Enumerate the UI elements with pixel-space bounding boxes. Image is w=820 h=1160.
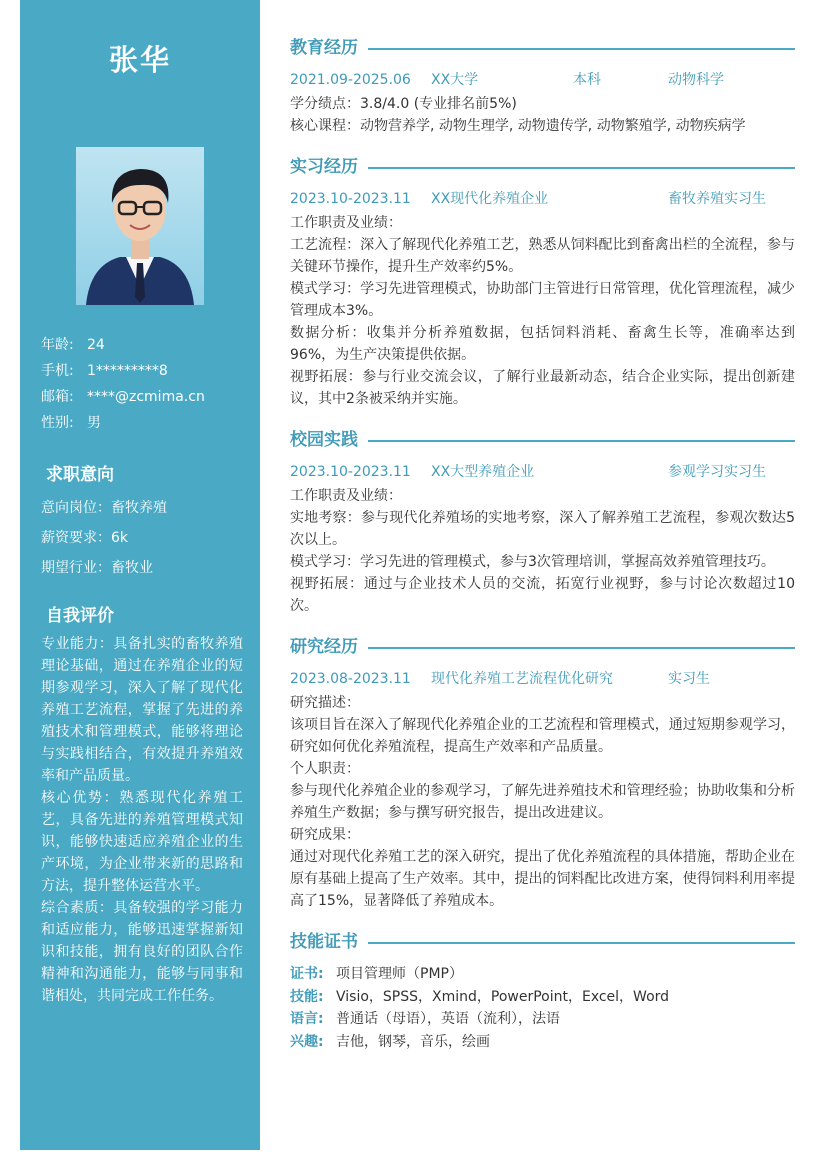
research-line: 个人职责： [290, 761, 360, 777]
skill-row-language: 语言: 普通话（母语），英语（流利），法语 [290, 1011, 560, 1027]
intent-list [41, 497, 167, 587]
research-line: 参与现代化养殖企业的参观学习，了解先进养殖技术和管理经验；协助收集和分析养殖生产数据；参与撰写研究报告，提出改进建议。 [290, 783, 795, 821]
education-body [290, 93, 795, 137]
internship-date: 2023.10-2023.11 [290, 191, 411, 207]
education-school: XX大学 [431, 72, 479, 88]
campus-line: 实地考察：参与现代化养殖场的实地考察，深入了解养殖工艺流程，参观次数达5次以上。 [290, 510, 795, 548]
internship-body [290, 212, 795, 410]
section-title: 教育经历 [290, 35, 368, 61]
campus-line: 视野拓展：通过与企业技术人员的交流，拓宽行业视野，参与讨论次数超过10次。 [290, 576, 795, 614]
self-eval-title: 自我评价 [46, 606, 114, 626]
internship-line: 模式学习：学习先进管理模式，协助部门主管进行日常管理，优化管理流程，减少管理成本3%。 [290, 281, 795, 319]
internship-line: 数据分析：收集并分析养殖数据，包括饲料消耗、畜禽生长等，准确率达到96%，为生产决策提供依据。 [290, 325, 795, 363]
skill-row-certificate: 证书: 项目管理师（PMP） [290, 966, 463, 982]
internship-role: 畜牧养殖实习生 [668, 191, 766, 207]
candidate-name: 张华 [108, 43, 171, 77]
education-line: 学分绩点：3.8/4.0 (专业排名前5%) [290, 96, 517, 112]
internship-line: 视野拓展：参与行业交流会议，了解行业最新动态，结合企业实际，提出创新建议，其中2条被采纳并实施。 [290, 369, 795, 407]
section-title: 技能证书 [290, 929, 368, 955]
campus-body [290, 485, 795, 617]
research-date: 2023.08-2023.11 [290, 671, 411, 687]
intent-item: 薪资要求：6k [41, 530, 129, 546]
internship-line: 工艺流程：深入了解现代化养殖工艺，熟悉从饲料配比到畜禽出栏的全流程，参与关键环节操作，提升生产效率约5%。 [290, 237, 795, 275]
skills-list [290, 963, 669, 1053]
campus-meta [290, 462, 795, 482]
intent-title: 求职意向 [46, 465, 114, 485]
research-line: 研究描述： [290, 695, 360, 711]
section-title: 校园实践 [290, 427, 368, 453]
campus-org: XX大型养殖企业 [431, 464, 535, 480]
research-header [290, 634, 795, 660]
internship-meta [290, 189, 795, 209]
research-line: 通过对现代化养殖工艺的深入研究，提出了优化养殖流程的具体措施，帮助企业在原有基础上提高了生产效率。其中，提出的饲料配比改进方案，使得饲料利用率提高了15%，显著降低了养殖成本。 [290, 849, 795, 909]
info-phone: 手机: 1*********8 [41, 363, 168, 379]
info-gender: 性别: 男 [41, 415, 101, 431]
intent-item: 期望行业：畜牧业 [41, 560, 153, 576]
info-email: 邮箱: ****@zcmima.cn [41, 389, 205, 405]
campus-role: 参观学习实习生 [668, 464, 766, 480]
research-line: 研究成果： [290, 827, 360, 843]
internship-org: XX现代化养殖企业 [431, 191, 549, 207]
skill-row-tools: 技能: Visio，SPSS，Xmind，PowerPoint，Excel，Word [290, 988, 670, 1005]
research-project: 现代化养殖工艺流程优化研究 [431, 671, 613, 687]
self-eval-text [41, 633, 243, 1007]
education-line: 核心课程：动物营养学, 动物生理学, 动物遗传学, 动物繁殖学, 动物疾病学 [290, 118, 746, 134]
research-role: 实习生 [668, 671, 710, 687]
info-age: 年龄: 24 [41, 337, 105, 353]
research-line: 该项目旨在深入了解现代化养殖企业的工艺流程和管理模式，通过短期参观学习，研究如何优化养殖流程，提高生产效率和产品质量。 [290, 717, 795, 755]
sidebar [20, 0, 260, 1150]
internship-line: 工作职责及业绩： [290, 215, 402, 231]
portrait-illustration [76, 147, 204, 305]
education-date: 2021.09-2025.06 [290, 72, 411, 88]
section-title: 实习经历 [290, 154, 368, 180]
campus-date: 2023.10-2023.11 [290, 464, 411, 480]
campus-line: 模式学习：学习先进的管理模式，参与3次管理培训，掌握高效养殖管理技巧。 [290, 554, 775, 570]
education-degree: 本科 [573, 72, 601, 88]
education-meta [290, 70, 795, 90]
self-eval-paragraph: 专业能力：具备扎实的畜牧养殖理论基础，通过在养殖企业的短期参观学习，深入了解了现代化养殖工艺流程，掌握了先进的养殖技术和管理模式，能够将理论与实践相结合，有效提升养殖效率和产品质量。 [41, 636, 243, 784]
basic-info [41, 334, 205, 438]
research-body [290, 692, 795, 912]
section-title: 研究经历 [290, 634, 368, 660]
research-meta [290, 669, 795, 689]
intent-item: 意向岗位：畜牧养殖 [41, 500, 167, 516]
education-major: 动物科学 [668, 72, 724, 88]
internship-header [290, 154, 795, 180]
self-eval-paragraph: 核心优势：熟悉现代化养殖工艺，具备先进的养殖管理模式知识，能够快速适应养殖企业的生产环境，为企业带来新的思路和方法，提升整体运营水平。 [41, 790, 243, 894]
campus-line: 工作职责及业绩： [290, 488, 402, 504]
skill-row-hobbies: 兴趣: 吉他，钢琴，音乐，绘画 [290, 1033, 490, 1050]
self-eval-paragraph: 综合素质：具备较强的学习能力和适应能力，能够迅速掌握新知识和技能，拥有良好的团队合作精神和沟通能力，能够与同事和谐相处，共同完成工作任务。 [41, 900, 243, 1004]
campus-header [290, 427, 795, 453]
profile-photo [76, 147, 204, 305]
education-header [290, 35, 795, 61]
skills-header [290, 929, 795, 955]
